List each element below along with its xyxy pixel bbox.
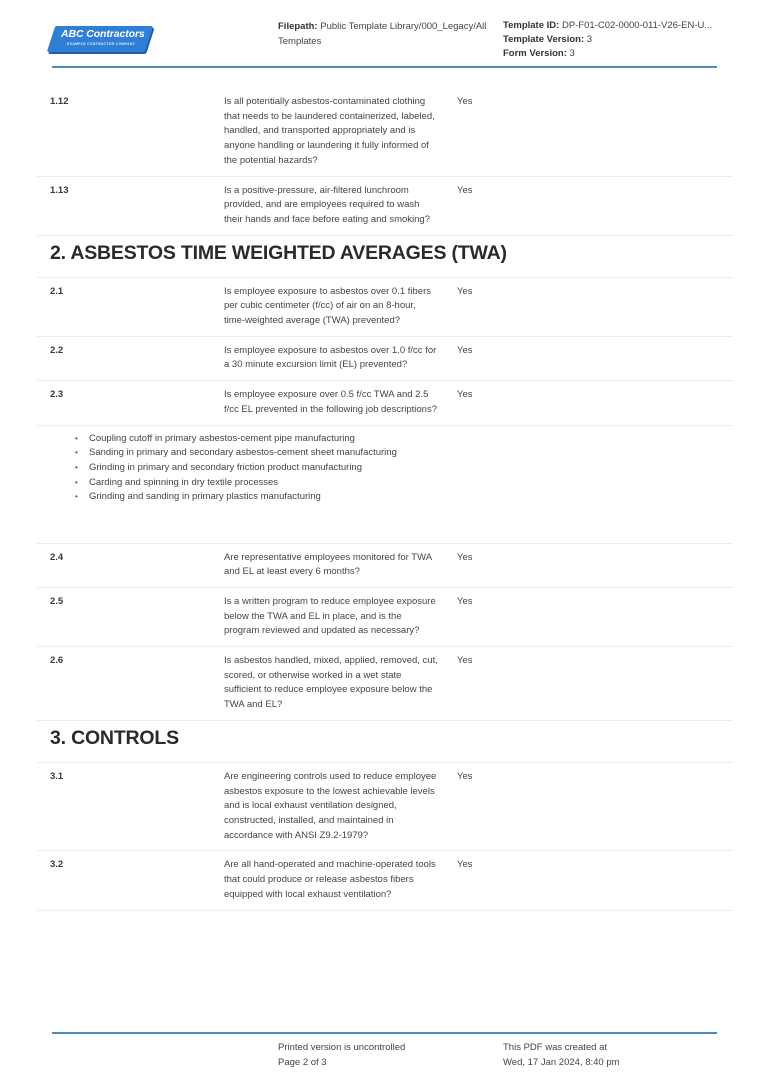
item-number: 3.1 bbox=[50, 770, 64, 782]
filepath-label: Filepath: bbox=[278, 21, 318, 32]
checklist-row bbox=[37, 588, 733, 647]
template-id-label: Template ID: bbox=[503, 20, 560, 31]
section-heading: 3. CONTROLS bbox=[37, 721, 733, 763]
form-version-label: Form Version: bbox=[503, 48, 567, 59]
item-answer: Yes bbox=[457, 285, 473, 297]
item-question: Is asbestos handled, mixed, applied, removed, cut, scored, or otherwise worked in a wet state sufficient to reduce employee exposure below the TWA and EL? bbox=[224, 655, 438, 711]
item-question: Is employee exposure to asbestos over 0.1 fibers per cubic centimeter (f/cc) of air on an 8-hour, time-weighted average (TWA) prevented? bbox=[224, 285, 432, 327]
footer-created-info bbox=[503, 1041, 620, 1070]
item-answer: Yes bbox=[457, 859, 473, 871]
item-answer: Yes bbox=[457, 770, 473, 782]
checklist-row bbox=[37, 851, 733, 910]
logo-subtitle: EXAMPLE CONTRACTOR COMPANY bbox=[67, 42, 136, 46]
footer-divider bbox=[52, 1032, 717, 1034]
template-version-label: Template Version: bbox=[503, 34, 585, 45]
item-answer: Yes bbox=[457, 344, 473, 356]
bullet-item: • Coupling cutoff in primary asbestos-cement pipe manufacturing bbox=[75, 432, 733, 447]
created-label: This PDF was created at bbox=[503, 1042, 608, 1053]
item-question: Are representative employees monitored for TWA and EL at least every 6 months? bbox=[224, 551, 432, 578]
item-answer: Yes bbox=[457, 96, 473, 107]
item-number: 2.6 bbox=[50, 655, 64, 667]
item-number: 2.1 bbox=[50, 285, 64, 297]
created-timestamp: Wed, 17 Jan 2024, 8:40 pm bbox=[503, 1056, 620, 1068]
page-header bbox=[0, 0, 768, 70]
filepath-meta bbox=[278, 19, 488, 49]
template-version bbox=[503, 33, 733, 47]
template-version-value: 3 bbox=[586, 34, 593, 45]
item-question: Are engineering controls used to reduce employee asbestos exposure to the lowest achievable levels and is local exhaust ventilation designed, constructed, installed, and maintained in accordance with ANSI Z9.2-1979? bbox=[224, 770, 437, 841]
item-question: Is a positive-pressure, air-filtered lunchroom provided, and are employees required to wash their hands and face before eating and smoking? bbox=[224, 184, 430, 225]
checklist-row bbox=[37, 647, 733, 721]
checklist-row bbox=[37, 381, 733, 425]
item-number: 1.13 bbox=[50, 184, 69, 196]
item-number: 3.2 bbox=[50, 859, 64, 871]
item-number: 2.5 bbox=[50, 595, 64, 607]
template-id bbox=[503, 19, 733, 33]
form-version bbox=[503, 47, 733, 61]
uncontrolled-notice: Printed version is uncontrolled bbox=[278, 1042, 406, 1053]
item-question: Is employee exposure over 0.5 f/cc TWA and 2.5 f/cc EL prevented in the following job descriptions? bbox=[224, 389, 437, 415]
job-descriptions-list bbox=[37, 426, 733, 544]
item-answer: Yes bbox=[457, 184, 473, 196]
item-question: Is employee exposure to asbestos over 1.0 f/cc for a 30 minute excursion limit (EL) prevented? bbox=[224, 344, 437, 371]
item-question: Is a written program to reduce employee exposure below the TWA and EL in place, and is the program reviewed and updated as necessary? bbox=[224, 595, 436, 637]
item-question: Are all hand-operated and machine-operated tools that could produce or release asbestos fibers equipped with local exhaust ventilation? bbox=[224, 859, 436, 900]
filepath-value: Public Template Library/000_Legacy/All Templates bbox=[278, 21, 487, 47]
bullet-item: • Grinding and sanding in primary plastics manufacturing bbox=[75, 490, 733, 505]
bullet-item: • Sanding in primary and secondary asbestos-cement sheet manufacturing bbox=[75, 446, 733, 461]
item-number: 1.12 bbox=[50, 96, 69, 107]
item-answer: Yes bbox=[457, 655, 473, 667]
header-divider bbox=[52, 66, 717, 68]
item-answer: Yes bbox=[457, 551, 473, 563]
item-answer: Yes bbox=[457, 389, 473, 401]
bullet-item: • Carding and spinning in dry textile processes bbox=[75, 476, 733, 491]
bullet-item: • Grinding in primary and secondary friction product manufacturing bbox=[75, 461, 733, 476]
logo-title: ABC Contractors bbox=[61, 28, 145, 40]
checklist-row bbox=[37, 278, 733, 337]
checklist-row bbox=[37, 337, 733, 381]
checklist-row bbox=[37, 544, 733, 588]
page-number: Page 2 of 3 bbox=[278, 1056, 327, 1068]
section-heading: 2. ASBESTOS TIME WEIGHTED AVERAGES (TWA) bbox=[37, 236, 733, 278]
footer-print-info bbox=[278, 1041, 405, 1070]
checklist-row bbox=[37, 177, 733, 236]
checklist-row bbox=[37, 763, 733, 852]
item-question: Is all potentially asbestos-contaminated clothing that needs to be laundered containerized, labeled, handled, and transported appropriately and is anyone handling or laundering it fully informed of the potential hazards? bbox=[224, 96, 435, 166]
checklist-row bbox=[37, 88, 733, 177]
item-number: 2.4 bbox=[50, 551, 64, 563]
item-answer: Yes bbox=[457, 595, 473, 607]
form-version-value: 3 bbox=[569, 48, 575, 59]
checklist-content bbox=[37, 88, 733, 911]
company-logo bbox=[51, 26, 149, 52]
item-number: 2.3 bbox=[50, 389, 64, 401]
template-id-value: DP-F01-C02-0000-011-V26-EN-U... bbox=[561, 20, 713, 31]
item-number: 2.2 bbox=[50, 344, 64, 356]
template-meta bbox=[503, 19, 733, 61]
